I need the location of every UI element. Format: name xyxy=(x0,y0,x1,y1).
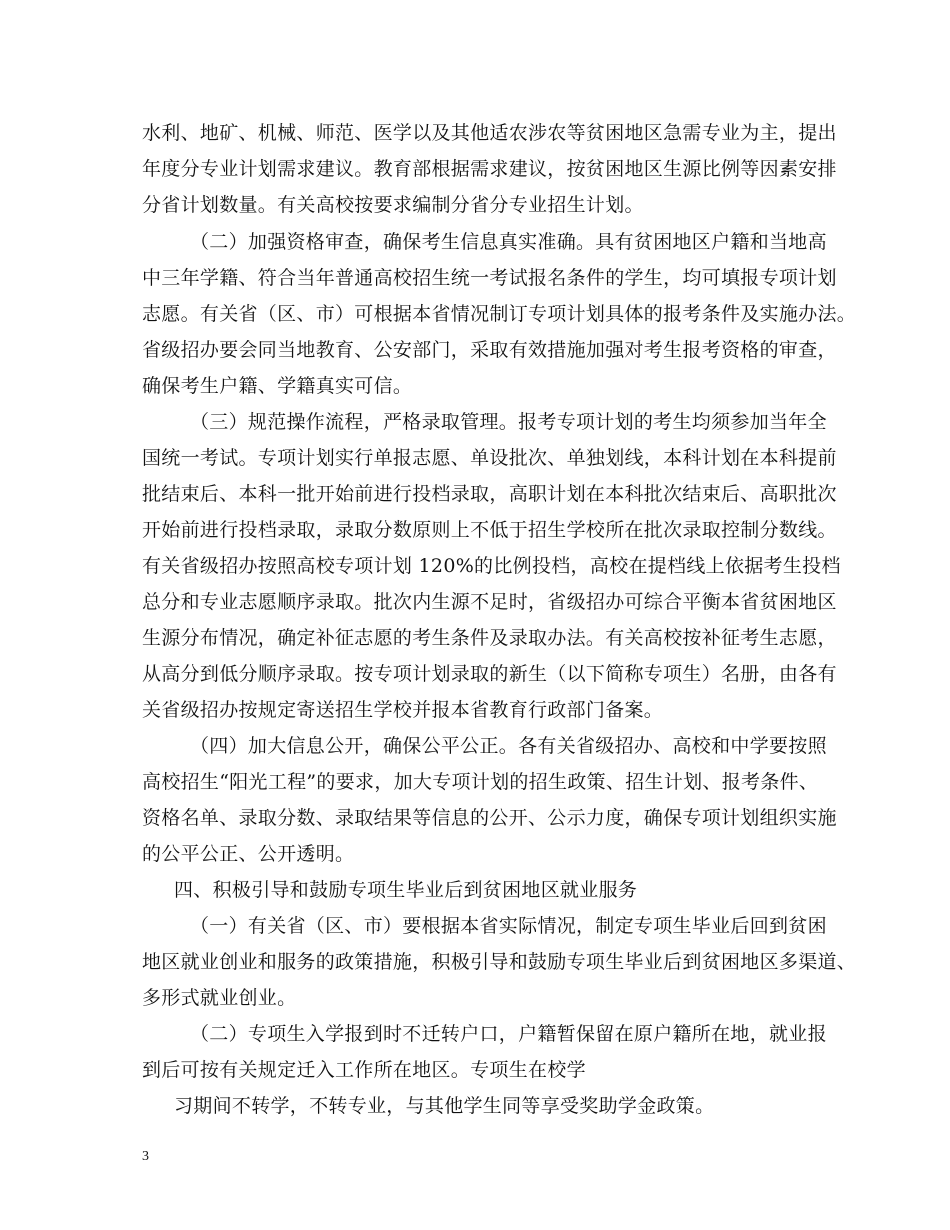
text-line: 从高分到低分顺序录取。按专项计划录取的新生（以下简称专项生）名册，由各有 xyxy=(142,663,837,685)
page-number: 3 xyxy=(142,1149,149,1164)
paragraph-heading-1: （一）有关省（区、市）要根据本省实际情况，制定专项生毕业后回到贫困 xyxy=(190,915,827,937)
paragraph-heading-2b: （二）专项生入学报到时不迁转户口，户籍暂保留在原户籍所在地，就业报 xyxy=(190,1023,827,1045)
text-line: 有关省级招办按照高校专项计划 120%的比例投档，高校在提档线上依据考生投档 xyxy=(142,555,841,577)
paragraph-heading-3: （三）规范操作流程，严格录取管理。报考专项计划的考生均须参加当年全 xyxy=(190,411,827,433)
text-line: 生源分布情况，确定补征志愿的考生条件及录取办法。有关高校按补征考生志愿， xyxy=(142,627,837,649)
text-line: 省级招办要会同当地教育、公安部门，采取有效措施加强对考生报考资格的审查， xyxy=(142,339,837,361)
text-line: 习期间不转学，不转专业，与其他学生同等享受奖助学金政策。 xyxy=(174,1095,715,1117)
text-line: 年度分专业计划需求建议。教育部根据需求建议，按贫困地区生源比例等因素安排 xyxy=(142,158,837,180)
text-line: 地区就业创业和服务的政策措施，积极引导和鼓励专项生毕业后到贫困地区多渠道、 xyxy=(142,951,857,973)
text-line: 高校招生“阳光工程”的要求，加大专项计划的招生政策、招生计划、报考条件、 xyxy=(142,771,819,793)
text-line: 中三年学籍、符合当年普通高校招生统一考试报名条件的学生，均可填报专项计划 xyxy=(142,267,837,289)
paragraph-heading-2: （二）加强资格审查，确保考生信息真实准确。具有贫困地区户籍和当地高 xyxy=(190,231,827,253)
text-line: 分省计划数量。有关高校按要求编制分省分专业招生计划。 xyxy=(142,194,644,216)
text-line: 志愿。有关省（区、市）可根据本省情况制订专项计划具体的报考条件及实施办法。 xyxy=(142,303,857,325)
text-line: 到后可按有关规定迁入工作所在地区。专项生在校学 xyxy=(142,1059,586,1081)
text-line: 水利、地矿、机械、师范、医学以及其他适农涉农等贫困地区急需专业为主，提出 xyxy=(142,122,837,144)
text-line: 关省级招办按规定寄送招生学校并报本省教育行政部门备案。 xyxy=(142,699,664,721)
text-line: 批结束后、本科一批开始前进行投档录取，高职计划在本科批次结束后、高职批次 xyxy=(142,483,837,505)
text-line: 确保考生户籍、学籍真实可信。 xyxy=(142,375,413,397)
text-line: 的公平公正、公开透明。 xyxy=(142,843,355,865)
text-line: 开始前进行投档录取，录取分数原则上不低于招生学校所在批次录取控制分数线。 xyxy=(142,519,837,541)
text-line: 多形式就业创业。 xyxy=(142,987,297,1009)
text-line: 资格名单、录取分数、录取结果等信息的公开、公示力度，确保专项计划组织实施 xyxy=(142,807,837,829)
text-line: 总分和专业志愿顺序录取。批次内生源不足时，省级招办可综合平衡本省贫困地区 xyxy=(142,591,837,613)
text-line: 国统一考试。专项计划实行单报志愿、单设批次、单独划线，本科计划在本科提前 xyxy=(142,447,837,469)
section-heading: 四、积极引导和鼓励专项生毕业后到贫困地区就业服务 xyxy=(174,879,638,901)
paragraph-heading-4: （四）加大信息公开，确保公平公正。各有关省级招办、高校和中学要按照 xyxy=(190,735,827,757)
